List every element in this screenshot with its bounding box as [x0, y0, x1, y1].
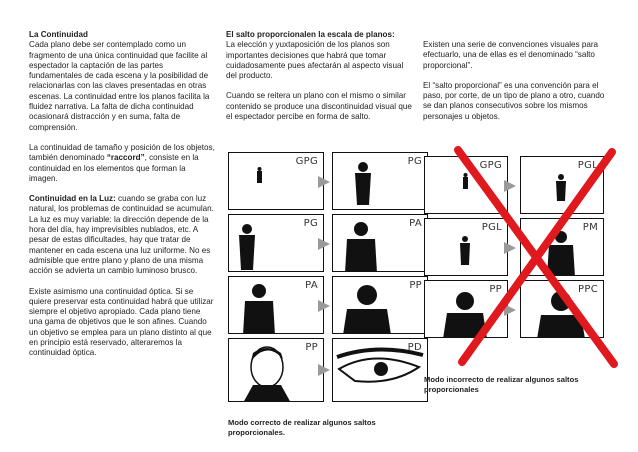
- shot-label: PP: [489, 284, 502, 295]
- salto-heading: El salto proporcionalen la escala de planos:: [226, 30, 395, 39]
- correct-caption: Modo correcto de realizar algunos saltos proporcionales.: [228, 418, 376, 437]
- shot-label: GPG: [295, 156, 318, 167]
- luz-heading: Continuidad en la Luz:: [29, 194, 116, 204]
- luz-text: cuando se graba con luz natural, los problemas de continuidad se acumulan. La luz es muy variable: la dirección depende de la hora del día, hay imprevisibles nublados, etc. A pesar de estas dificultades, hay que tratar de mantener en cada escena una luz uniforme. No es admisible que entre plano y plano de una misma acción se advierta un cambio luminoso brusco.: [29, 194, 214, 276]
- shot-label: PA: [409, 218, 422, 229]
- raccord-term: “raccord”: [106, 153, 145, 163]
- panel-correct-8: [332, 338, 428, 402]
- column-right: [423, 40, 611, 132]
- panel-correct-5: [228, 276, 324, 334]
- shot-label: PP: [409, 280, 422, 291]
- panel-correct-2: [332, 152, 428, 210]
- reitera-paragraph: Cuando se reitera un plano con el mismo o similar contenido se produce una discontinuidad visual que el espectador percibe en forma de salto.: [226, 91, 412, 122]
- salto-text: La elección y yuxtaposición de los planos son importantes decisiones que habrá que tomar cuidadosamente pues afectarán al aspecto visual del producto.: [226, 40, 404, 81]
- shot-label: GPG: [479, 160, 502, 171]
- shot-label: PA: [305, 280, 318, 291]
- shot-label: PG: [303, 218, 318, 229]
- raccord-text-post: , consiste en la continuidad en los elementos que forman la imagen.: [29, 153, 199, 183]
- raccord-text-pre: La continuidad de tamaño y posición de los objetos, también denominado: [29, 142, 215, 163]
- continuidad-heading: La Continuidad: [29, 30, 88, 39]
- wrong-caption: Modo incorrecto de realizar algunos saltos proporcionales: [424, 375, 579, 394]
- shot-label: PM: [582, 222, 598, 233]
- panel-correct-3: [228, 214, 324, 272]
- arrow-icon: [318, 176, 330, 188]
- panel-correct-7: [228, 338, 324, 402]
- salto-paragraph: [226, 30, 416, 81]
- shot-label: PPC: [578, 284, 598, 295]
- convenciones-paragraph: Existen una serie de convenciones visuales para efectuarlo, una de ellas es el denominado “salto proporcional”.: [423, 40, 599, 70]
- panel-correct-4: [332, 214, 428, 272]
- luz-paragraph: [29, 194, 215, 276]
- panel-correct-6: [332, 276, 428, 334]
- arrow-icon: [318, 300, 330, 312]
- column-middle: [226, 30, 416, 132]
- continuidad-text: Cada plano debe ser contemplado como un fragmento de una única continuidad que facilite al espectador la captación de las partes fundamentales de cada escena y la posibilidad de relacionarlas con las claves presentadas en otras escenas. La continuidad entre los planos facilita la fluidez narrativa. La falta de dicha continuidad ocasionará distracción y en suma, falta de comprensión.: [29, 40, 210, 132]
- raccord-paragraph: [29, 143, 215, 184]
- shot-label: PG: [407, 156, 422, 167]
- column-left: [29, 30, 215, 369]
- optica-paragraph: Existe asimismo una continuidad óptica. Si se quiere preservar esta continuidad habrá que utilizar siempre el objetivo apropiado. Cada plano tiene una gama de objetivos que le son afines. Cuando un objetivo se emplea para un plano distinto al que en principio está reservado, alteraremos la continuidad óptica.: [29, 286, 214, 358]
- arrow-icon: [318, 238, 330, 250]
- shot-label: PGL: [481, 222, 502, 233]
- salto-proporcional-paragraph: El “salto proporcional” es una convención para el paso, por corte, de un tipo de plano a otro, cuando se dan planos consecutivos sobre los mismos personajes u objetos.: [423, 80, 605, 121]
- red-cross-icon: [452, 146, 622, 370]
- panel-correct-1: [228, 152, 324, 210]
- continuidad-paragraph: [29, 30, 215, 133]
- shot-label: PP: [305, 342, 318, 353]
- shot-label: PGL: [577, 160, 598, 171]
- arrow-icon: [318, 364, 330, 376]
- shot-label: PD: [407, 342, 422, 353]
